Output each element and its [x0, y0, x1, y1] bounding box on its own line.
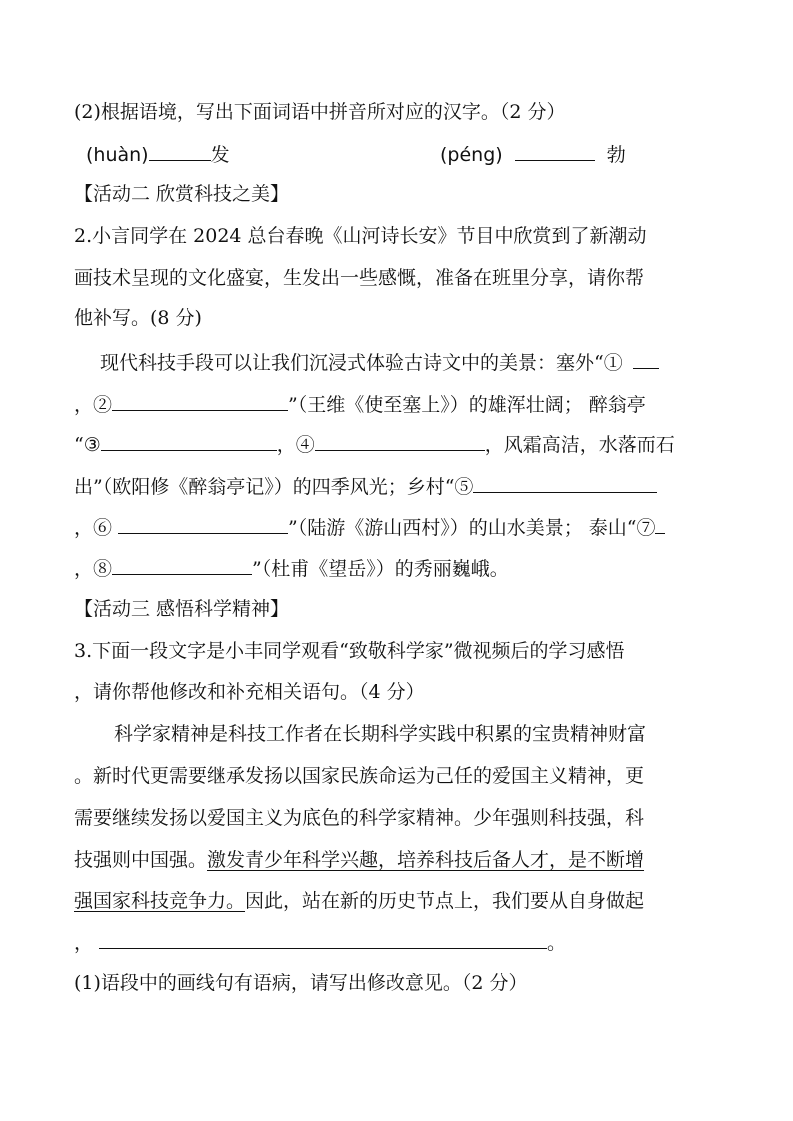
- q3-sub-question-1: (1)语段中的画线句有语病，请写出修改意见。（2 分）: [74, 972, 528, 994]
- q2-passage-text: ，⑥: [74, 517, 113, 539]
- q2-passage-line-4: [74, 474, 657, 499]
- q1-part2-prompt: (2)根据语境，写出下面词语中拼音所对应的汉字。（2 分）: [74, 101, 566, 123]
- q2-passage-line-5: [74, 515, 665, 540]
- blank-6[interactable]: [118, 515, 288, 534]
- q3-passage-line-4: [74, 848, 644, 872]
- q2-line-3: 他补写。(8 分): [74, 307, 202, 329]
- q3-passage-line-2: 。新时代更需要继承发扬以国家民族命运为己任的爱国主义精神，更: [74, 765, 645, 787]
- q2-line-2: 画技术呈现的文化盛宴，生发出一些感慨，准备在班里分享，请你帮: [74, 267, 645, 289]
- blank-7[interactable]: [655, 515, 665, 534]
- flawed-sentence-part-2: 强国家科技竞争力。: [74, 890, 246, 912]
- blank-huan[interactable]: [149, 142, 211, 161]
- flawed-sentence-part-1: 激发青少年科学兴趣，培养科技后备人才，是不断增: [207, 849, 645, 871]
- pinyin-peng: (péng): [440, 144, 503, 166]
- blank-5[interactable]: [473, 474, 657, 493]
- q3-passage-line-1: 科学家精神是科技工作者在长期科学实践中积累的宝贵精神财富: [114, 723, 647, 745]
- q3-line-1: 3.下面一段文字是小丰同学观看“致敬科学家”微视频后的学习感悟: [74, 640, 625, 662]
- q3-passage-line-3: 需要继续发扬以爱国主义为底色的科学家精神。少年强则科技强，科: [74, 807, 645, 829]
- q2-line-1: 2.小言同学在 2024 总台春晚《山河诗长安》节目中欣赏到了新潮动: [74, 225, 647, 247]
- q1-pinyin-item-1: [86, 142, 230, 167]
- q2-passage-text: ，④: [276, 434, 315, 456]
- q2-passage-text: 出”（欧阳修《醉翁亭记》）的四季风光；乡村“⑤: [74, 476, 474, 498]
- blank-1[interactable]: [633, 350, 659, 369]
- blank-2[interactable]: [112, 392, 288, 411]
- blank-conclusion[interactable]: [99, 930, 547, 949]
- blank-3[interactable]: [101, 432, 277, 451]
- char-bo: 勃: [606, 144, 626, 166]
- blank-8[interactable]: [112, 556, 252, 575]
- q2-passage-text: “③: [74, 434, 101, 456]
- activity3-title: 【活动三 感悟科学精神】: [74, 598, 290, 620]
- char-fa: 发: [210, 144, 230, 166]
- pinyin-huan: (huàn): [86, 144, 149, 166]
- q1-pinyin-item-2: [440, 142, 626, 167]
- q3-passage-text: 。: [547, 932, 567, 954]
- q2-passage-text: ，⑧: [74, 558, 113, 580]
- q2-passage-text: 现代科技手段可以让我们沉浸式体验古诗文中的美景：塞外“①: [100, 352, 623, 374]
- blank-peng[interactable]: [515, 142, 595, 161]
- q2-passage-text: ，②: [74, 394, 113, 416]
- q3-passage-text: ，: [74, 932, 94, 954]
- q3-line-2: ，请你帮他修改和补充相关语句。（4 分）: [74, 681, 425, 703]
- q2-passage-text: ”（陆游《游山西村》）的山水美景； 泰山“⑦: [288, 517, 656, 539]
- q3-passage-line-6: [74, 930, 566, 955]
- q2-passage-line-1: [100, 350, 659, 375]
- q3-passage-text: 技强则中国强。: [74, 849, 208, 871]
- q2-passage-line-6: [74, 556, 509, 581]
- activity2-title: 【活动二 欣赏科技之美】: [74, 183, 290, 205]
- q2-passage-text: ”（王维《使至塞上》）的雄浑壮阔； 醉翁亭: [288, 394, 646, 416]
- q2-passage-text: ”（杜甫《望岳》）的秀丽巍峨。: [252, 558, 509, 580]
- q2-passage-text: ，风霜高洁，水落而石: [484, 434, 675, 456]
- q3-passage-line-5: [74, 889, 644, 913]
- q2-passage-line-2: [74, 392, 646, 417]
- q2-passage-line-3: [74, 432, 675, 457]
- blank-4[interactable]: [315, 432, 485, 451]
- q3-passage-text: 因此，站在新的历史节点上，我们要从自身做起: [245, 890, 645, 912]
